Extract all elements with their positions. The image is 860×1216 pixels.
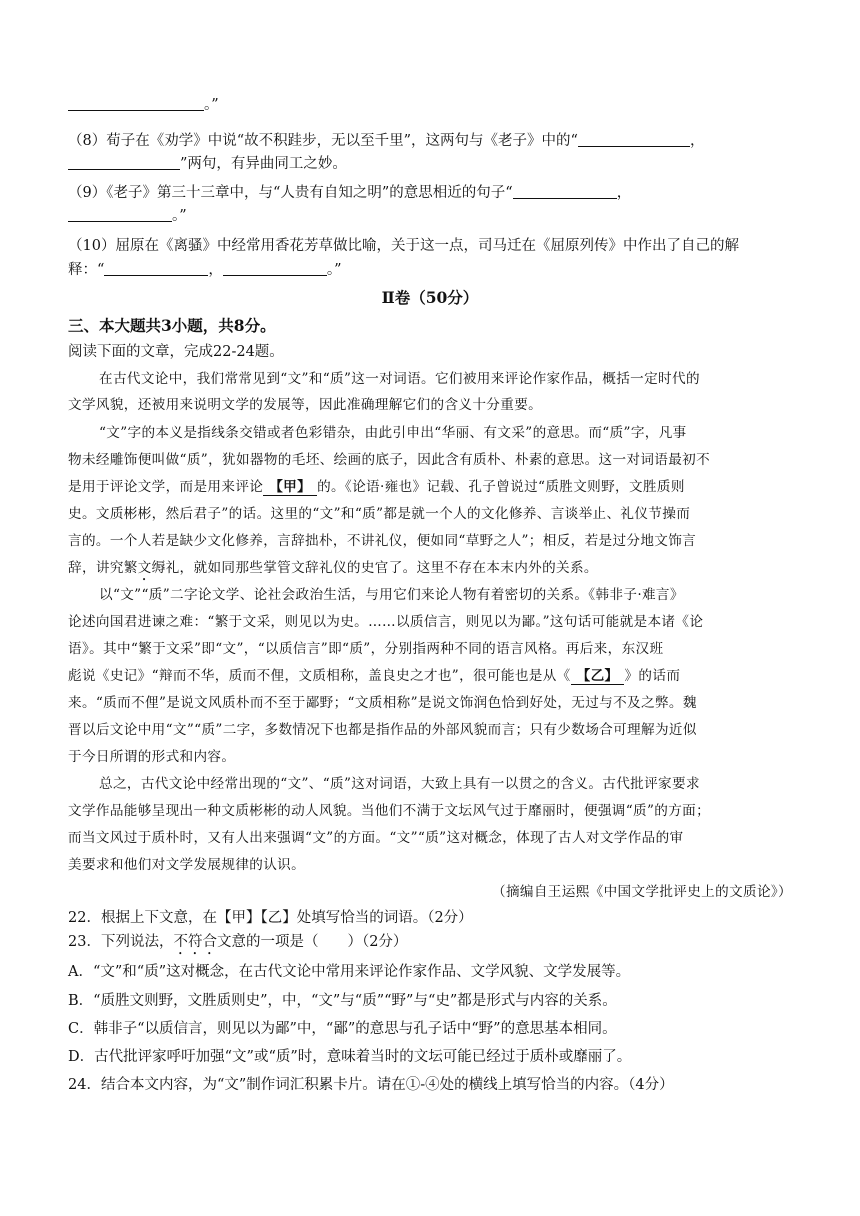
q10-line-2 [68,260,342,280]
q23-emphasis: 不符合 [173,934,217,950]
passage-line: “文”字的本义是指线条交错或者色彩错杂，由此引申出“华丽、有文采”的意思。而“质”字，凡事 [99,425,687,441]
option-b[interactable]: B．“质胜文则野，文胜质则史”，中，“文”与“质”“野”与“史”都是形式与内容的关系。 [68,993,617,1009]
passage-source: （摘编自王运熙《中国文学批评史上的文质论》） [492,884,792,900]
passage-line: 在古代文论中，我们常常见到“文”和“质”这一对词语。它们被用来评论作家作品，概括一定时代的 [99,371,700,387]
emphasized-char: 文 [137,560,152,576]
option-d[interactable]: D．古代批评家呼吁加强“文”或“质”时，意味着当时的文坛可能已经过于质朴或靡丽了。 [68,1049,632,1065]
passage-line: 美要求和他们对文学发展规律的认识。 [68,857,306,873]
q8-text-c: ”两句，有异曲同工之妙。 [180,156,347,172]
q8-line-2 [68,154,347,174]
passage-line-with-blank-yi [68,666,680,686]
q23-text-b: 文意的一项是（ ）（2分） [216,934,408,950]
blank-yi[interactable]: 【乙】 [571,668,625,685]
answer-blank[interactable] [68,96,204,111]
passage-text: 彪说《史记》“辩而不华，质而不俚，文质相称，盖良史之才也”，很可能也是从《 [68,668,571,684]
passage-line: 来。“质而不俚”是说文风质朴而不至于鄙野；“文质相称”是说文饰润色恰到好处，无过与不及之弊。魏 [68,695,697,711]
q9-text-a: （9）《老子》第三十三章中，与“人贵有自知之明”的意思相近的句子“ [68,185,513,201]
answer-blank[interactable] [68,155,180,170]
q8-line-1 [68,131,704,151]
q9-text-b: ， [616,185,632,201]
passage-text: 是用于评论文学，而是用来评论 [68,479,264,495]
passage-line: 晋以后文论中用“文”“质”二字，多数情况下也都是指作品的外部风貌而言；只有少数场合可理解为近似 [68,722,697,738]
q10-line-1 [68,236,739,256]
option-c[interactable]: C．韩非子“以质信言，则见以为鄙”中，“鄙”的意思与孔子话中“野”的意思基本相同。 [68,1021,617,1037]
answer-blank[interactable] [104,261,208,276]
q9-line-1 [68,183,631,203]
passage-line: 语》。其中“繁于文采”即“文”，“以质信言”即“质”，分别指两种不同的语言风格。再后来，东汉班 [68,641,664,657]
passage-line: 文学作品能够呈现出一种文质彬彬的动人风貌。当他们不满于文坛风气过于靡丽时，便强调“质”的方面； [68,803,711,819]
q8-text-a: （8）荀子在《劝学》中说“故不积跬步，无以至千里”，这两句与《老子》中的“ [68,133,578,149]
answer-blank[interactable] [223,261,327,276]
passage-line: 文学风貌，还被用来说明文学的发展等，因此准确理解它们的含义十分重要。 [68,397,543,413]
q10-text-a: （10）屈原在《离骚》中经常用香花芳草做比喻，关于这一点，司马迁在《屈原列传》中作出了自己的解 [68,238,739,254]
q10-text-c: ， [208,262,223,278]
passage-line: 而当文风过于质朴时，又有人出来强调“文”的方面。“文”“质”这对概念，体现了古人对文学作品的审 [68,830,684,846]
option-a[interactable]: A．“文”和“质”这对概念，在古代文论中常用来评论作家作品、文学风貌、文学发展等。 [68,964,631,980]
passage-line [68,558,598,584]
q8-text-b: ， [689,133,705,149]
q10-text-b: 释：“ [68,262,105,278]
answer-blank[interactable] [578,132,690,147]
q7-tail-line [68,95,219,115]
blank-jia[interactable]: 【甲】 [263,479,317,496]
q23-text-a: 23．下列说法， [68,934,174,950]
passage-line: 言的。一个人若是缺少文化修养，言辞拙朴，不讲礼仪，便如同“草野之人”；相反，若是过分地文饰言 [68,533,697,549]
passage-line: 总之，古代文论中经常出现的“文”、“质”这对词语，大致上具有一以贯之的含义。古代批评家要求 [99,776,700,792]
passage-text: 》的话而 [624,668,681,684]
answer-blank[interactable] [68,207,172,222]
passage-text: 缛礼，就如同那些掌管文辞礼仪的史官了。这里不存在本末内外的关系。 [151,560,598,576]
passage-line: 史。文质彬彬，然后君子”的话。这里的“文”和“质”都是就一个人的文化修养、言谈举止、礼仪节操而 [68,506,691,522]
q7-tail-end: 。” [204,97,219,113]
q9-text-c: 。” [172,208,187,224]
part3-heading: 三、本大题共3小题，共8分。 [68,316,276,335]
section-title: Ⅱ卷（50分） [381,288,479,307]
answer-blank[interactable] [513,184,617,199]
passage-line: 以“文”“质”二字论文学、论社会政治生活，与用它们来论人物有着密切的关系。《韩非子·难言》 [99,587,684,603]
passage-line: 物未经雕饰便叫做“质”，犹如器物的毛坯、绘画的底子，因此含有质朴、朴素的意思。这一对词语最初不 [68,452,711,468]
passage-line-with-blank-jia [68,477,685,497]
passage-line: 于今日所谓的形式和内容。 [68,749,236,765]
question-22: 22．根据上下文意，在【甲】【乙】处填写恰当的词语。（2分） [68,910,473,926]
passage-text: 辞，讲究繁 [68,560,138,576]
q10-text-d: 。” [326,262,342,278]
question-24: 24．结合本文内容，为“文”制作词汇积累卡片。请在①-④处的横线上填写恰当的内容。（4分） [68,1077,674,1093]
reading-instruction: 阅读下面的文章，完成22-24题。 [68,344,284,360]
passage-line: 论述向国君进谏之难：“繁于文采，则见以为史。……以质信言，则见以为鄙。”这句话可能就是本诸《论 [68,614,704,630]
q9-line-2 [68,206,187,226]
passage-text: 的。《论语·雍也》记载、孔子曾说过“质胜文则野，文胜质则 [317,479,685,495]
question-23 [68,932,407,958]
